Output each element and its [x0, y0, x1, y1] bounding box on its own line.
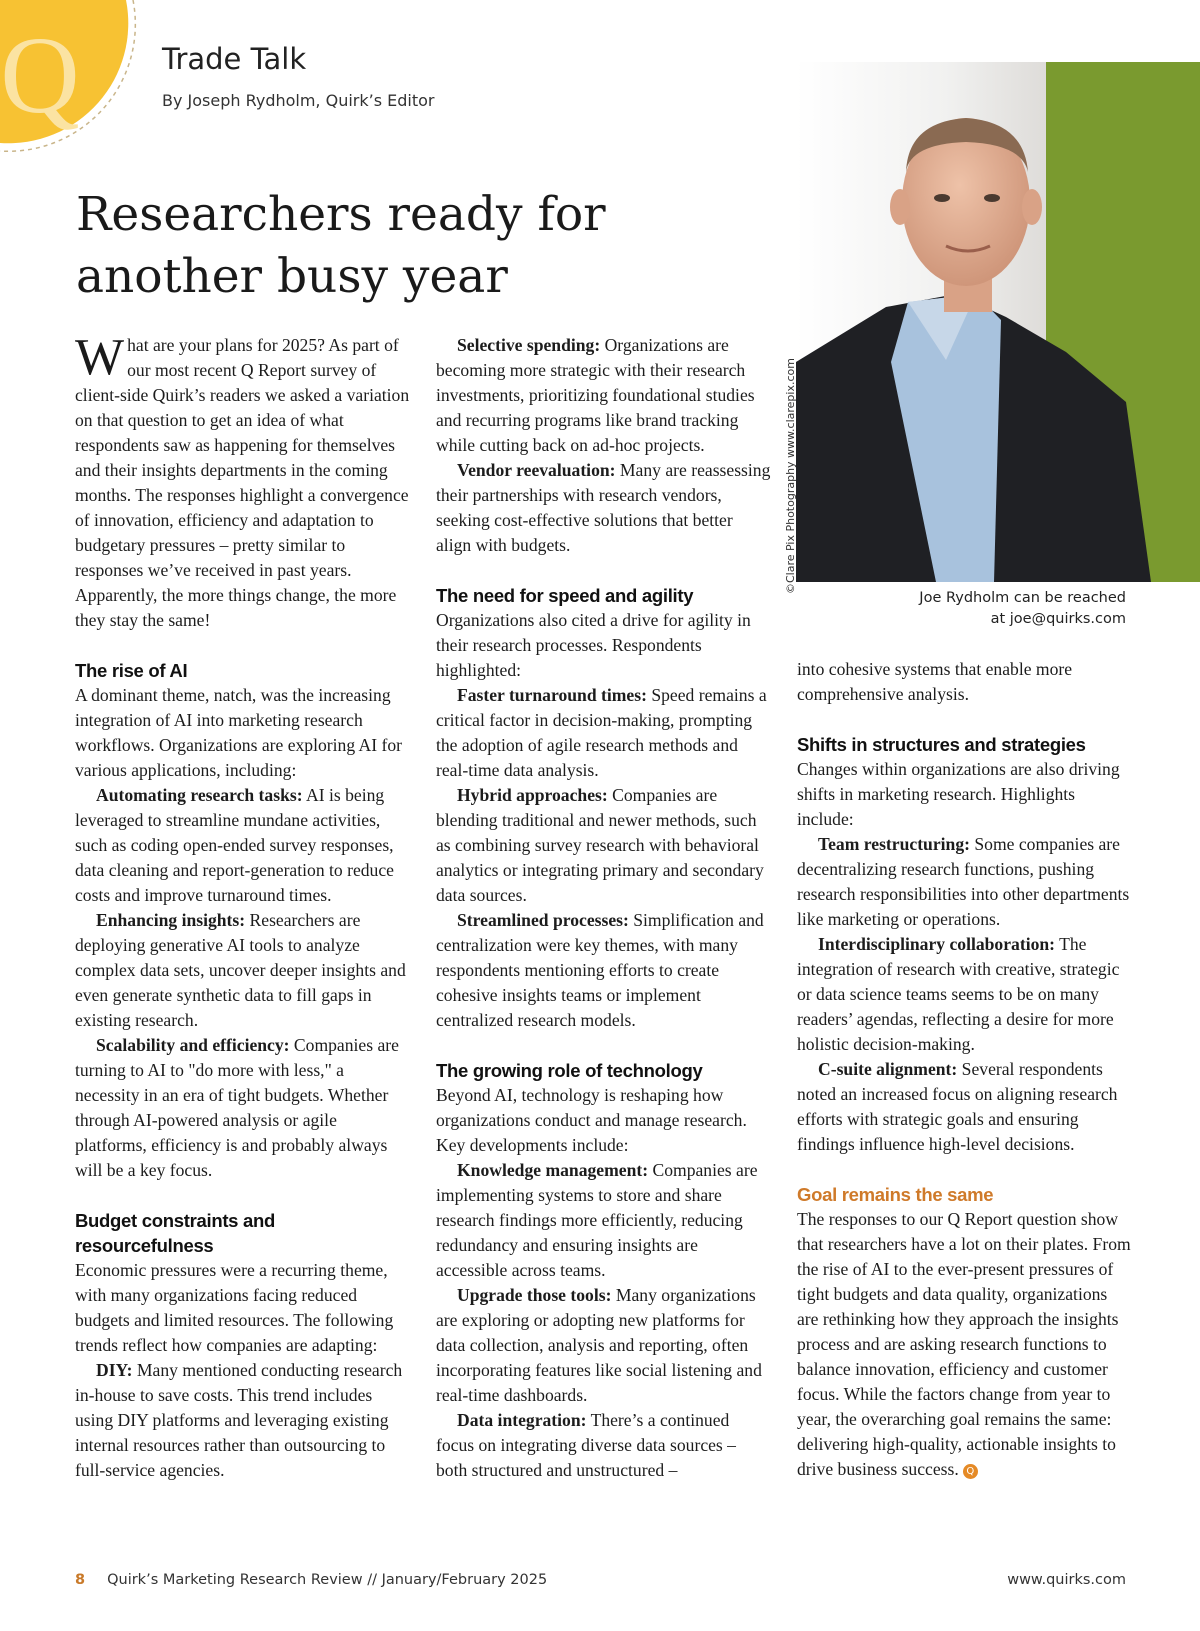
- article-column-1: [75, 329, 410, 1483]
- paragraph: Organizations also cited a drive for agility in their research processes. Respondents highlighted:: [436, 610, 751, 680]
- paragraph: Faster turnaround times: Speed remains a critical factor in decision-making, prompting the adoption of agile research methods and real-time data analysis.: [436, 685, 767, 780]
- paragraph: Beyond AI, technology is reshaping how organizations conduct and manage research. Key developments include:: [436, 1085, 747, 1155]
- paragraph: into cohesive systems that enable more comprehensive analysis.: [797, 659, 1073, 704]
- photo-caption: [826, 588, 1126, 630]
- headline-line-2: another busy year: [76, 249, 508, 304]
- paragraph: Scalability and efficiency: Companies are turning to AI to "do more with less," a necessity in an era of tight budgets. Whether through AI-powered analysis or agile platforms, efficiency is and probably always will be a key focus.: [75, 1035, 399, 1180]
- byline: By Joseph Rydholm, Quirk’s Editor: [162, 91, 435, 110]
- subhead-role-of-technology: The growing role of technology: [436, 1060, 703, 1081]
- subhead-rise-of-ai: The rise of AI: [75, 660, 188, 681]
- end-mark-icon: Q: [963, 1464, 978, 1479]
- caption-line-1: Joe Rydholm can be reached: [919, 590, 1126, 606]
- paragraph: Selective spending: Organizations are becoming more strategic with their research investments, prioritizing foundational studies and recurring programs like brand tracking while cutting back on ad-hoc projects.: [436, 335, 755, 455]
- paragraph: C-suite alignment: Several respondents noted an increased focus on aligning research efforts with strategic goals and ensuring findings influence high-level decisions.: [797, 1059, 1118, 1154]
- intro-paragraph: What are your plans for 2025? As part of our most recent Q Report survey of client-side Quirk’s readers we asked a variation on that question to get an idea of what respondents saw as happening for themselves and their insights departments in the coming months. The responses highlight a convergence of innovation, efficiency and adaptation to budgetary pressures – pretty similar to responses we’ve received in past years. Apparently, the more things change, the more they stay the same!: [75, 329, 410, 630]
- drop-cap: W: [75, 329, 125, 386]
- paragraph: Economic pressures were a recurring theme, with many organizations facing reduced budgets and limited resources. The following trends reflect how companies are adapting:: [75, 1260, 394, 1355]
- paragraph: Team restructuring: Some companies are decentralizing research functions, pushing research responsibilities into other departments like marketing or operations.: [797, 834, 1130, 929]
- paragraph: Hybrid approaches: Companies are blending traditional and newer methods, such as combining survey research with behavioral analytics or integrating primary and secondary data sources.: [436, 785, 764, 905]
- headline-line-1: Researchers ready for: [76, 187, 606, 242]
- footer-website: www.quirks.com: [1007, 1572, 1126, 1588]
- paragraph: A dominant theme, natch, was the increasing integration of AI into marketing research workflows. Organizations are exploring AI for various applications, including:: [75, 685, 403, 780]
- paragraph: Vendor reevaluation: Many are reassessing their partnerships with research vendors, seeking cost-effective solutions that better align with budgets.: [436, 460, 771, 555]
- subhead-budget-constraints: Budget constraints and resourcefulness: [75, 1210, 275, 1256]
- quirks-q-logo: [0, 0, 150, 165]
- article-column-3: [797, 657, 1132, 1482]
- section-label: Trade Talk: [162, 42, 307, 76]
- subhead-shifts-structures: Shifts in structures and strategies: [797, 734, 1086, 755]
- paragraph: DIY: Many mentioned conducting research in-house to save costs. This trend includes using DIY platforms and leveraging existing internal resources rather than outsourcing to full-service agencies.: [75, 1360, 403, 1480]
- paragraph: Streamlined processes: Simplification and centralization were key themes, with many respondents mentioning efforts to create cohesive insights teams or implement centralized research models.: [436, 910, 764, 1030]
- author-portrait-photo: [796, 62, 1200, 582]
- paragraph: Knowledge management: Companies are implementing systems to store and share research findings more efficiently, reducing redundancy and ensuring insights are accessible across teams.: [436, 1160, 758, 1280]
- paragraph: Automating research tasks: AI is being leveraged to streamline mundane activities, such as coding open-ended survey responses, data cleaning and report-generation to reduce costs and improve turnaround times.: [75, 785, 394, 905]
- paragraph: Changes within organizations are also driving shifts in marketing research. Highlights include:: [797, 759, 1120, 829]
- paragraph: The responses to our Q Report question show that researchers have a lot on their plates. From the rise of AI to the ever-present pressures of tight budgets and data quality, organizations are rethinking how they approach the insights process and are asking research functions to balance innovation, efficiency and customer focus. While the factors change from year to year, the overarching goal remains the same: delivering high-quality, actionable insights to drive business success. Q: [797, 1209, 1131, 1479]
- paragraph: Enhancing insights: Researchers are deploying generative AI tools to analyze complex data sets, uncover deeper insights and even generate synthetic data to fill gaps in existing research.: [75, 910, 406, 1030]
- publication-name: Quirk’s Marketing Research Review // January/February 2025: [107, 1572, 548, 1588]
- paragraph: Upgrade those tools: Many organizations are exploring or adopting new platforms for data collection, analysis and reporting, often incorporating features like social listening and real-time dashboards.: [436, 1285, 762, 1405]
- paragraph: Data integration: There’s a continued focus on integrating diverse data sources – both structured and unstructured –: [436, 1410, 736, 1480]
- paragraph: Interdisciplinary collaboration: The integration of research with creative, strategic or data science teams seems to be on many readers’ agendas, reflecting a desire for more holistic decision-making.: [797, 934, 1120, 1054]
- article-column-2: [436, 333, 771, 1483]
- article-headline: [76, 184, 716, 308]
- page-number: 8: [75, 1572, 86, 1588]
- subhead-speed-agility: The need for speed and agility: [436, 585, 694, 606]
- subhead-goal-remains: Goal remains the same: [797, 1184, 994, 1205]
- footer-left: [75, 1572, 547, 1588]
- photo-credit: ©Clare Pix Photography www.clarepix.com: [784, 358, 797, 594]
- caption-line-2: at joe@quirks.com: [990, 611, 1126, 627]
- logo-letter: Q: [0, 14, 80, 136]
